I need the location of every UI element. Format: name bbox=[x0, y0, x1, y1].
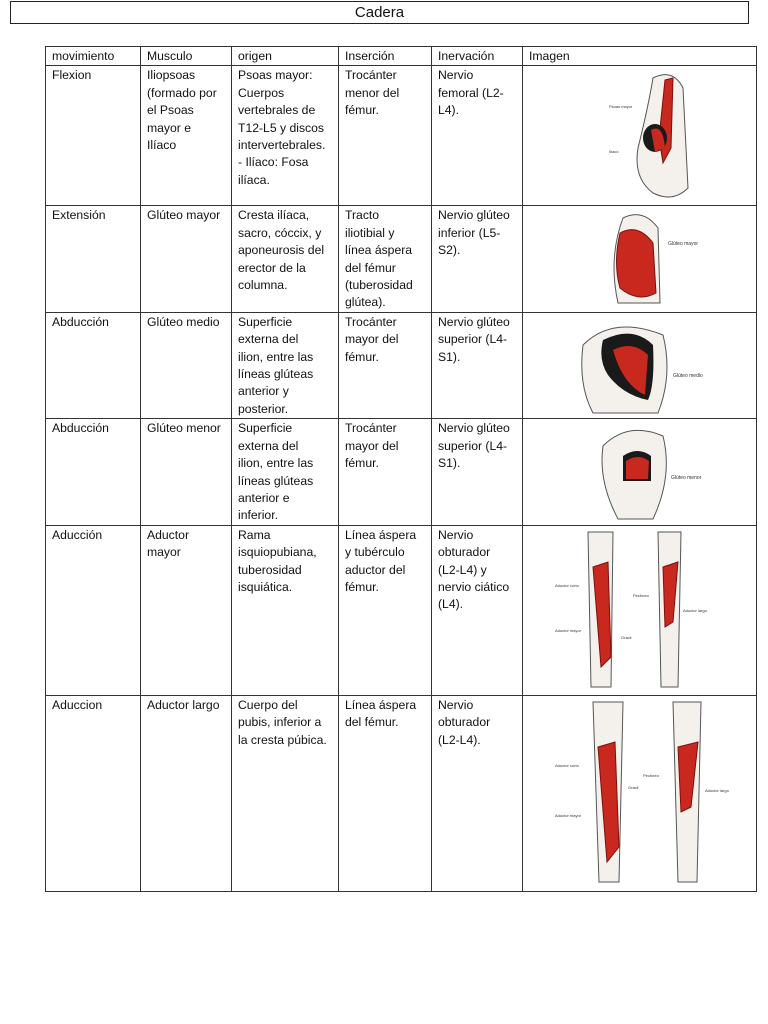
cell-insercion: Línea áspera del fémur. bbox=[339, 695, 432, 891]
cell-musculo: Aductor largo bbox=[141, 695, 232, 891]
label-pectineo: Pectíneo bbox=[633, 592, 649, 598]
table-row bbox=[46, 695, 757, 891]
cell-insercion: Tracto iliotibial y línea áspera del fémur (tuberosidad glútea). bbox=[339, 206, 432, 312]
cell-origen: Rama isquiopubiana, tuberosidad isquiática. bbox=[232, 525, 339, 695]
label-gluteo-menor: Glúteo menor bbox=[671, 475, 702, 482]
label-pectineo: Pectíneo bbox=[643, 772, 659, 778]
header-origen: origen bbox=[232, 47, 339, 66]
cell-imagen bbox=[523, 206, 757, 312]
cell-inervacion: Nervio obturador (L2-L4) y nervio ciático (L4). bbox=[432, 525, 523, 695]
cell-imagen bbox=[523, 695, 757, 891]
label-iliaco: Ilíaco bbox=[609, 149, 619, 155]
cell-musculo: Glúteo menor bbox=[141, 419, 232, 525]
cell-origen: Psoas mayor: Cuerpos vertebrales de T12-L5 y discos intervertebrales. - Ilíaco: Fosa ilíaca. bbox=[232, 66, 339, 206]
cell-inervacion: Nervio glúteo superior (L4- S1). bbox=[432, 419, 523, 525]
header-imagen: Imagen bbox=[523, 47, 757, 66]
table-row bbox=[46, 206, 757, 312]
iliopsoas-illustration bbox=[593, 68, 713, 208]
label-psoas: Psoas mayor bbox=[609, 104, 633, 110]
cell-imagen bbox=[523, 525, 757, 695]
label-aductor-corto: Aductor corto bbox=[555, 582, 579, 588]
cell-origen: Superficie externa del ilion, entre las líneas glúteas anterior y posterior. bbox=[232, 312, 339, 418]
table-header-row bbox=[46, 47, 757, 66]
header-insercion: Inserción bbox=[339, 47, 432, 66]
label-gluteo-mayor: Glúteo mayor bbox=[668, 241, 699, 248]
label-gracil: Grácil bbox=[628, 784, 639, 790]
cell-musculo: Glúteo medio bbox=[141, 312, 232, 418]
cell-movimiento: Aducción bbox=[46, 525, 141, 695]
table-row bbox=[46, 419, 757, 525]
cell-inervacion: Nervio glúteo superior (L4- S1). bbox=[432, 312, 523, 418]
label-aductor-largo: Aductor largo bbox=[705, 787, 729, 793]
label-gracil: Grácil bbox=[621, 634, 632, 640]
cell-imagen bbox=[523, 419, 757, 525]
cell-movimiento: Extensión bbox=[46, 206, 141, 312]
cell-inervacion: Nervio glúteo inferior (L5- S2). bbox=[432, 206, 523, 312]
header-movimiento: movimiento bbox=[46, 47, 141, 66]
table-row bbox=[46, 66, 757, 206]
cell-musculo: Glúteo mayor bbox=[141, 206, 232, 312]
cell-insercion: Línea áspera y tubérculo aductor del fémur. bbox=[339, 525, 432, 695]
cell-insercion: Trocánter mayor del fémur. bbox=[339, 419, 432, 525]
cell-origen: Cresta ilíaca, sacro, cóccix, y aponeurosis del erector de la columna. bbox=[232, 206, 339, 312]
hip-muscles-table bbox=[45, 46, 757, 892]
label-aductor-corto: Aductor corto bbox=[555, 762, 579, 768]
header-musculo: Musculo bbox=[141, 47, 232, 66]
label-aductor-mayor: Aductor mayor bbox=[555, 627, 582, 633]
gluteo-medio-illustration bbox=[573, 315, 703, 415]
cell-insercion: Trocánter mayor del fémur. bbox=[339, 312, 432, 418]
table-row bbox=[46, 525, 757, 695]
cell-inervacion: Nervio femoral (L2- L4). bbox=[432, 66, 523, 206]
label-gluteo-medio: Glúteo medio bbox=[673, 372, 703, 379]
document-title: Cadera bbox=[10, 1, 749, 24]
cell-origen: Cuerpo del pubis, inferior a la cresta púbica. bbox=[232, 695, 339, 891]
label-aductor-largo: Aductor largo bbox=[683, 607, 707, 613]
cell-origen: Superficie externa del ilion, entre las líneas glúteas anterior e inferior. bbox=[232, 419, 339, 525]
aductor-largo-illustration bbox=[533, 697, 733, 891]
table-row bbox=[46, 312, 757, 418]
gluteo-mayor-illustration bbox=[598, 208, 708, 308]
cell-imagen bbox=[523, 312, 757, 418]
aductor-mayor-illustration bbox=[533, 527, 713, 695]
cell-musculo: Iliopsoas (formado por el Psoas mayor e Ilíaco bbox=[141, 66, 232, 206]
cell-imagen bbox=[523, 66, 757, 206]
cell-musculo: Aductor mayor bbox=[141, 525, 232, 695]
cell-insercion: Trocánter menor del fémur. bbox=[339, 66, 432, 206]
cell-movimiento: Aduccion bbox=[46, 695, 141, 891]
cell-movimiento: Abducción bbox=[46, 312, 141, 418]
header-inervacion: Inervación bbox=[432, 47, 523, 66]
cell-inervacion: Nervio obturador (L2-L4). bbox=[432, 695, 523, 891]
gluteo-menor-illustration bbox=[593, 421, 703, 521]
cell-movimiento: Flexion bbox=[46, 66, 141, 206]
label-aductor-mayor: Aductor mayor bbox=[555, 812, 582, 818]
cell-movimiento: Abducción bbox=[46, 419, 141, 525]
